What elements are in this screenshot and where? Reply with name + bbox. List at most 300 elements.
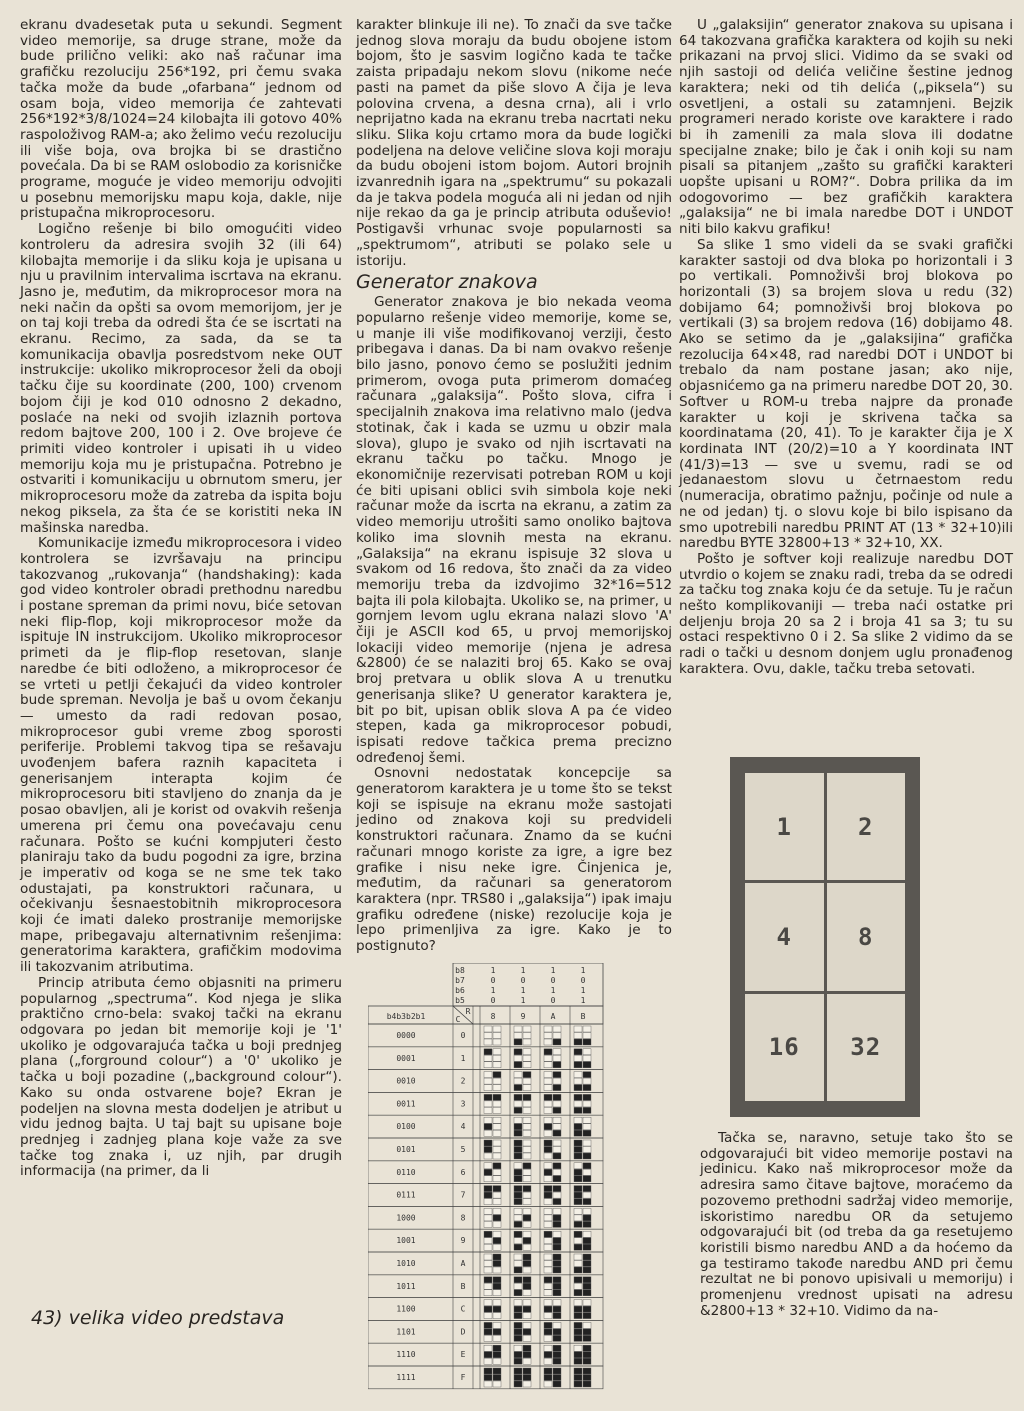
glyph-block (574, 1147, 582, 1153)
glyph-block (514, 1062, 522, 1068)
glyph-block (583, 1026, 591, 1032)
bit-value: 0 (490, 996, 496, 1005)
glyph-block (523, 1290, 531, 1296)
glyph-block (574, 1221, 582, 1227)
glyph-block (583, 1375, 591, 1381)
glyph-block (484, 1147, 492, 1153)
glyph-block (514, 1313, 522, 1319)
glyph-block (583, 1306, 591, 1312)
glyph-block (484, 1140, 492, 1146)
block-cell: 2 (827, 773, 906, 880)
glyph-block (523, 1368, 531, 1374)
glyph-block (583, 1277, 591, 1283)
glyph-block (484, 1335, 492, 1341)
glyph-block (514, 1055, 522, 1061)
glyph-block (544, 1290, 552, 1296)
row-hex: F (460, 1373, 466, 1382)
glyph-block (583, 1208, 591, 1214)
glyph-block (574, 1306, 582, 1312)
glyph-block (553, 1306, 561, 1312)
glyph-block (514, 1335, 522, 1341)
glyph-block (484, 1101, 492, 1107)
glyph-block (574, 1049, 582, 1055)
glyph-block (574, 1300, 582, 1306)
glyph-block (514, 1169, 522, 1175)
block-cell: 8 (827, 883, 906, 990)
glyph-block (583, 1039, 591, 1045)
row-bits: 0001 (396, 1053, 416, 1063)
glyph-block (523, 1306, 531, 1312)
glyph-block (544, 1117, 552, 1123)
glyph-block (514, 1163, 522, 1169)
column-hex: A (550, 1012, 556, 1021)
glyph-block (553, 1085, 561, 1091)
glyph-block (553, 1277, 561, 1283)
glyph-block (523, 1208, 531, 1214)
glyph-block (514, 1254, 522, 1260)
column-hex: B (580, 1012, 586, 1021)
glyph-block (583, 1358, 591, 1364)
row-hex: C (460, 1304, 466, 1314)
glyph-block (484, 1033, 492, 1039)
glyph-block (514, 1153, 522, 1159)
glyph-block (544, 1169, 552, 1175)
glyph-block (583, 1049, 591, 1055)
header-left-label: b4b3b2b1 (386, 1012, 426, 1021)
glyph-block (484, 1300, 492, 1306)
glyph-block (484, 1352, 492, 1358)
glyph-block (493, 1140, 501, 1146)
glyph-block (553, 1072, 561, 1078)
glyph-block (553, 1039, 561, 1045)
glyph-block (583, 1254, 591, 1260)
glyph-block (583, 1169, 591, 1175)
row-bits: 1010 (396, 1259, 416, 1268)
glyph-block (514, 1306, 522, 1312)
paragraph: U „galaksijin“ generator znakova su upisana i 64 takozvana grafička karaktera od kojih su neki prikazani na prvoj slici. Vidimo da se svaki od njih sastoji od delića veličine šestine jednog karaktera; neki od tih delića („piksela“) su osvetljeni, a ostali su zatamnjeni. Bejzik programeri nerado koriste ove karaktere i rado bi ih zamenili za mala slova ili dodatne specijalne znake; bilo je čak i onih koji su nam pisali sa pitanjem „zašto su grafički karakteri uopšte upisani u ROM?“. Dobra prilika da im odogovorimo — bez grafičkih karaktera „galaksija“ ne bi imala naredbe DOT i UNDOT niti bilo kakvu grafiku! (679, 17, 1013, 238)
glyph-block (514, 1147, 522, 1153)
glyph-block (583, 1078, 591, 1084)
bit-value: 0 (580, 976, 586, 985)
glyph-block (553, 1208, 561, 1214)
glyph-block (484, 1381, 492, 1387)
block-cell: 32 (827, 994, 906, 1101)
glyph-block (574, 1101, 582, 1107)
glyph-block (493, 1055, 501, 1061)
glyph-block (583, 1352, 591, 1358)
glyph-block (574, 1199, 582, 1205)
glyph-block (484, 1130, 492, 1136)
glyph-block (523, 1345, 531, 1351)
glyph-block (544, 1199, 552, 1205)
glyph-block (583, 1072, 591, 1078)
glyph-block (493, 1306, 501, 1312)
glyph-block (583, 1107, 591, 1113)
glyph-block (514, 1283, 522, 1289)
row-hex: 0 (460, 1031, 466, 1040)
glyph-block (553, 1300, 561, 1306)
glyph-block (484, 1215, 492, 1221)
glyph-block (514, 1107, 522, 1113)
row-bits: 0010 (396, 1076, 416, 1086)
column-hex: 8 (490, 1012, 496, 1021)
glyph-block (553, 1078, 561, 1084)
row-hex: 1 (460, 1053, 466, 1063)
glyph-block (544, 1300, 552, 1306)
glyph-block (574, 1345, 582, 1351)
glyph-block (544, 1107, 552, 1113)
glyph-block (514, 1208, 522, 1214)
glyph-block (553, 1313, 561, 1319)
glyph-block (553, 1147, 561, 1153)
glyph-block (583, 1345, 591, 1351)
glyph-block (583, 1368, 591, 1374)
glyph-block (514, 1277, 522, 1283)
glyph-block (544, 1163, 552, 1169)
glyph-block (493, 1101, 501, 1107)
glyph-block (493, 1169, 501, 1175)
glyph-block (574, 1130, 582, 1136)
glyph-block (523, 1192, 531, 1198)
glyph-block (514, 1231, 522, 1237)
glyph-block (523, 1244, 531, 1250)
glyph-block (544, 1277, 552, 1283)
glyph-block (583, 1163, 591, 1169)
glyph-block (583, 1101, 591, 1107)
glyph-block (544, 1130, 552, 1136)
glyph-block (553, 1192, 561, 1198)
glyph-block (484, 1078, 492, 1084)
glyph-block (523, 1352, 531, 1358)
glyph-block (493, 1049, 501, 1055)
glyph-block (493, 1107, 501, 1113)
paragraph: Osnovni nedostatak koncepcije sa generatorom karaktera je u tome što se tekst koji se ispisuje na ekranu može sastojati jedino od znakova koji su predvideli konstruktori računara. Znamo da se kućni računari mnogo koriste za igre, a igre bez grafike i nisu neke igre. Činjenica je, međutim, da računari sa generatorom karaktera (npr. TRS80 i „galaksija“) ipak imaju grafiku određene (niske) rezolucije koja je lepo primenljiva za igre. Kako je to postignuto? (356, 765, 672, 955)
glyph-block (544, 1176, 552, 1182)
glyph-block (553, 1140, 561, 1146)
glyph-block (523, 1215, 531, 1221)
bit-value: 1 (580, 966, 586, 975)
glyph-block (574, 1231, 582, 1237)
bit-value: 0 (550, 976, 556, 985)
glyph-block (523, 1117, 531, 1123)
glyph-block (493, 1277, 501, 1283)
glyph-block (574, 1208, 582, 1214)
glyph-block (484, 1192, 492, 1198)
glyph-block (523, 1300, 531, 1306)
row-hex: 2 (460, 1076, 466, 1086)
glyph-block (514, 1238, 522, 1244)
glyph-block (523, 1055, 531, 1061)
glyph-block (484, 1026, 492, 1032)
glyph-block (544, 1358, 552, 1364)
glyph-block (574, 1062, 582, 1068)
glyph-block (493, 1267, 501, 1273)
glyph-block (553, 1231, 561, 1237)
bit-value: 1 (490, 966, 496, 975)
glyph-block (544, 1313, 552, 1319)
glyph-block (544, 1335, 552, 1341)
glyph-block (493, 1221, 501, 1227)
text-column-2 (356, 18, 672, 955)
glyph-block (553, 1254, 561, 1260)
bit-value: 1 (520, 966, 526, 975)
row-hex: D (460, 1327, 466, 1337)
glyph-block (544, 1192, 552, 1198)
glyph-block (514, 1130, 522, 1136)
glyph-block (493, 1094, 501, 1100)
glyph-block (523, 1283, 531, 1289)
glyph-block (493, 1215, 501, 1221)
glyph-block (493, 1039, 501, 1045)
glyph-block (583, 1238, 591, 1244)
row-hex: 6 (460, 1167, 466, 1177)
glyph-block (544, 1039, 552, 1045)
glyph-block (544, 1221, 552, 1227)
glyph-block (544, 1381, 552, 1387)
glyph-block (484, 1283, 492, 1289)
glyph-block (493, 1375, 501, 1381)
glyph-block (523, 1221, 531, 1227)
glyph-block (583, 1322, 591, 1328)
row-hex: E (460, 1350, 466, 1360)
glyph-block (493, 1358, 501, 1364)
glyph-block (493, 1026, 501, 1032)
paragraph: Sa slike 1 smo videli da se svaki grafički karakter sastoji od dva bloka po horizontali i 3 po vertikali. Pomnoživši broj blokova po horizontali (3) sa brojem slova u redu (32) dobijamo 64; pomnoživši broj blokova po vertikali (3) sa brojem redova (16) dobijamo 48. Ako se setimo da je „galaksijina“ grafička rezolucija 64×48, rad naredbi DOT i UNDOT bi trebalo da nam postane jasan; ako nije, objasnićemo ga na primeru naredbe DOT 20, 30. Softver u ROM-u treba najpre da pronađe karakter u koji je skrivena tačka sa koordinatama (20, 41). To je karakter čija je X kordinata INT (20/2)=10 a Y koordinata INT (41/3)=13 — sve u svemu, radi se od jedanaestom slovu u četrnaestom redu (numeracija, obratimo pažnju, počinje od nule a ne od jedan) tj. o slovu koje bi bilo ispisano da smo upotrebili naredbu PRINT AT (13 * 32+10)ili naredbu BYTE 32800+13 * 32+10, XX. (679, 236, 1013, 552)
glyph-block (544, 1140, 552, 1146)
glyph-block (484, 1072, 492, 1078)
glyph-block (544, 1153, 552, 1159)
glyph-block (544, 1085, 552, 1091)
glyph-block (523, 1085, 531, 1091)
row-hex: 8 (460, 1213, 466, 1223)
bit-value: 1 (580, 986, 586, 995)
glyph-block (514, 1176, 522, 1182)
glyph-block (553, 1283, 561, 1289)
row-bits: 1110 (396, 1350, 416, 1360)
glyph-block (523, 1238, 531, 1244)
glyph-block (574, 1039, 582, 1045)
glyph-block (514, 1199, 522, 1205)
glyph-block (574, 1329, 582, 1335)
glyph-block (574, 1117, 582, 1123)
glyph-block (493, 1085, 501, 1091)
bit-value: 0 (490, 976, 496, 985)
glyph-block (484, 1169, 492, 1175)
text-column-3-bottom (700, 1131, 1013, 1319)
glyph-block (583, 1153, 591, 1159)
glyph-block (523, 1163, 531, 1169)
glyph-block (514, 1345, 522, 1351)
glyph-block (484, 1254, 492, 1260)
glyph-block (514, 1072, 522, 1078)
row-bits: 1111 (396, 1373, 416, 1382)
glyph-block (493, 1117, 501, 1123)
glyph-block (514, 1368, 522, 1374)
glyph-block (523, 1254, 531, 1260)
glyph-block (523, 1335, 531, 1341)
glyph-block (493, 1176, 501, 1182)
glyph-block (553, 1176, 561, 1182)
section-heading: Generator znakova (356, 271, 538, 294)
glyph-block (523, 1322, 531, 1328)
glyph-block (523, 1186, 531, 1192)
glyph-block (553, 1221, 561, 1227)
glyph-block (523, 1078, 531, 1084)
glyph-block (574, 1277, 582, 1283)
glyph-block (514, 1244, 522, 1250)
glyph-block (574, 1078, 582, 1084)
glyph-block (484, 1085, 492, 1091)
block-cell: 4 (745, 883, 824, 990)
glyph-block (484, 1124, 492, 1130)
glyph-block (484, 1186, 492, 1192)
glyph-block (583, 1329, 591, 1335)
glyph-block (493, 1231, 501, 1237)
glyph-block (553, 1381, 561, 1387)
glyph-block (544, 1062, 552, 1068)
glyph-block (574, 1186, 582, 1192)
glyph-block (544, 1244, 552, 1250)
glyph-block (553, 1124, 561, 1130)
glyph-block (574, 1313, 582, 1319)
glyph-block (544, 1329, 552, 1335)
glyph-block (514, 1375, 522, 1381)
paragraph: Princip atributa ćemo objasniti na primeru popularnog „spectruma“. Kod njega je slika praktično crno-bela: svakoj tački na ekranu odgovara po jedan bit memorije koji je '1' ukoliko je odgovarajuća tačka u boji prednjeg plana („forground colour“) a '0' ukoliko je tačka u boji pozadine („background colour“). Kako su onda ostvarene boje? Ekran je podeljen na slovna mesta dodeljen je atribut u vidu jednog bajta. U taj bajt su upisane boje prednjeg i zadnjeg plana koje važe za sve tačke tog znaka i, uz njih, par drugih informacija (na primer, da li (20, 974, 342, 1180)
glyph-block (544, 1306, 552, 1312)
glyph-block (583, 1186, 591, 1192)
glyph-block (484, 1261, 492, 1267)
glyph-block (574, 1072, 582, 1078)
glyph-block (574, 1322, 582, 1328)
glyph-block (553, 1169, 561, 1175)
glyph-block (484, 1238, 492, 1244)
row-bits: 1001 (396, 1236, 416, 1246)
glyph-block (493, 1078, 501, 1084)
glyph-block (493, 1072, 501, 1078)
glyph-block (553, 1117, 561, 1123)
glyph-block (484, 1267, 492, 1273)
glyph-block (574, 1368, 582, 1374)
glyph-block (484, 1244, 492, 1250)
column-hex: 9 (520, 1012, 526, 1021)
glyph-block (484, 1153, 492, 1159)
glyph-block (484, 1055, 492, 1061)
glyph-block (574, 1254, 582, 1260)
glyph-block (574, 1267, 582, 1273)
glyph-block (484, 1375, 492, 1381)
glyph-block (583, 1147, 591, 1153)
glyph-block (514, 1192, 522, 1198)
glyph-block (493, 1381, 501, 1387)
glyph-block (493, 1238, 501, 1244)
bit-value: 1 (520, 996, 526, 1005)
paragraph: ekranu dvadesetak puta u sekundi. Segment video memorije, sa druge strane, može da bude prilično veliki: ako naš računar ima grafičku rezoluciju 256*192, pri čemu svaka tačka može da bude „ofarbana“ jednom od osam boja, video memorija će zahtevati 256*192*3/8/1024=24 kilobajta ili gotovo 40% raspoloživog RAM-a; ako želimo veću rezoluciju ili više boja, ova brojka bi se drastično povećala. Da bi se RAM oslobodio za korisničke programe, moguće je video memoriju odvojiti u posebnu memorijsku mapu koja, dakle, nije pristupačna mikroprocesoru. (20, 17, 342, 222)
glyph-block (544, 1124, 552, 1130)
glyph-block (583, 1221, 591, 1227)
glyph-block (493, 1130, 501, 1136)
glyph-block (484, 1290, 492, 1296)
glyph-block (553, 1033, 561, 1039)
glyph-block (493, 1290, 501, 1296)
glyph-block (544, 1094, 552, 1100)
row-bits: 0011 (396, 1099, 416, 1109)
glyph-block (553, 1153, 561, 1159)
glyph-block (493, 1368, 501, 1374)
glyph-block (514, 1039, 522, 1045)
glyph-block (544, 1215, 552, 1221)
row-hex: 3 (460, 1099, 466, 1109)
glyph-block (514, 1352, 522, 1358)
paragraph: Pošto je softver koji realizuje naredbu DOT utvrdio o kojem se znaku radi, treba da se odredi za tačku tog znaka koju će da setuje. Tu je račun nešto komplikovaniji — treba naći ostatke pri deljenju broja 20 sa 2 i broja 41 sa 3; tu su ostaci respektivno 0 i 2. Sa slike 2 vidimo da se radi o tački u desnom donjem uglu pronađenog karaktera. Ovu, dakle, tačku treba setovati. (679, 550, 1013, 677)
glyph-block (484, 1107, 492, 1113)
glyph-block (574, 1238, 582, 1244)
header-r: R (465, 1007, 471, 1016)
glyph-block (523, 1267, 531, 1273)
glyph-block (493, 1124, 501, 1130)
glyph-block (523, 1033, 531, 1039)
glyph-block (553, 1335, 561, 1341)
glyph-block (553, 1358, 561, 1364)
glyph-block (514, 1026, 522, 1032)
bit-label: b6 (455, 986, 465, 995)
glyph-block (493, 1283, 501, 1289)
glyph-block (493, 1313, 501, 1319)
glyph-block (493, 1199, 501, 1205)
glyph-block (514, 1085, 522, 1091)
glyph-block (583, 1244, 591, 1250)
glyph-block (523, 1124, 531, 1130)
glyph-block (523, 1176, 531, 1182)
glyph-block (523, 1107, 531, 1113)
glyph-block (583, 1117, 591, 1123)
paragraph: Logično rešenje bi bilo omogućiti video kontroleru da adresira svojih 32 (ili 64) kilobajta memorije i da sliku koja je upisana u nju u pravilnim intervalima iscrtava na ekranu. Jasno je, međutim, da mikroprocesor mora na neki način da opšti sa ovom memorijom, jer je on taj koji treba da odredi šta će se iscrtati na ekranu. Recimo, za sada, da se ta komunikacija obavlja posredstvom neke OUT instrukcije: ukoliko mikroprocesor želi da oboji tačku čije su koordinate (200, 100) crvenom bojom čiji je kod 010 odnosno 2 dekadno, poslaće na neki od svojih izlaznih portova redom bajtove 200, 100 i 2. Ove brojeve će primiti video kontroler i upisati ih u video memoriju koja mu je pristupačna. Potrebno je ostvariti i komunikaciju u obrnutom smeru, jer mikroprocesoru može da zatreba da ispita boju nekog piksela, za šta će se koristiti neka IN mašinska naredba. (20, 221, 342, 536)
bit-value: 1 (550, 966, 556, 975)
glyph-block (544, 1186, 552, 1192)
glyph-block (544, 1208, 552, 1214)
glyph-block (544, 1375, 552, 1381)
glyph-block (574, 1094, 582, 1100)
text-column-3 (679, 18, 1013, 678)
row-bits: 0100 (396, 1122, 416, 1132)
glyph-block (574, 1352, 582, 1358)
glyph-block (574, 1290, 582, 1296)
glyph-block (553, 1130, 561, 1136)
glyph-block (544, 1254, 552, 1260)
glyph-block (484, 1313, 492, 1319)
glyph-block (523, 1026, 531, 1032)
glyph-block (523, 1329, 531, 1335)
row-hex: 4 (460, 1122, 466, 1132)
glyph-block (544, 1026, 552, 1032)
glyph-block (574, 1169, 582, 1175)
glyph-block (583, 1176, 591, 1182)
glyph-block (493, 1352, 501, 1358)
glyph-block (523, 1094, 531, 1100)
glyph-block (553, 1261, 561, 1267)
glyph-block (544, 1345, 552, 1351)
glyph-block (553, 1101, 561, 1107)
row-bits: 1100 (396, 1304, 416, 1314)
glyph-block (523, 1277, 531, 1283)
glyph-block (574, 1085, 582, 1091)
glyph-block (523, 1039, 531, 1045)
glyph-block (493, 1244, 501, 1250)
glyph-block (583, 1215, 591, 1221)
glyph-block (553, 1055, 561, 1061)
figure-1-graphic-character (730, 757, 920, 1117)
glyph-block (574, 1107, 582, 1113)
glyph-block (484, 1039, 492, 1045)
